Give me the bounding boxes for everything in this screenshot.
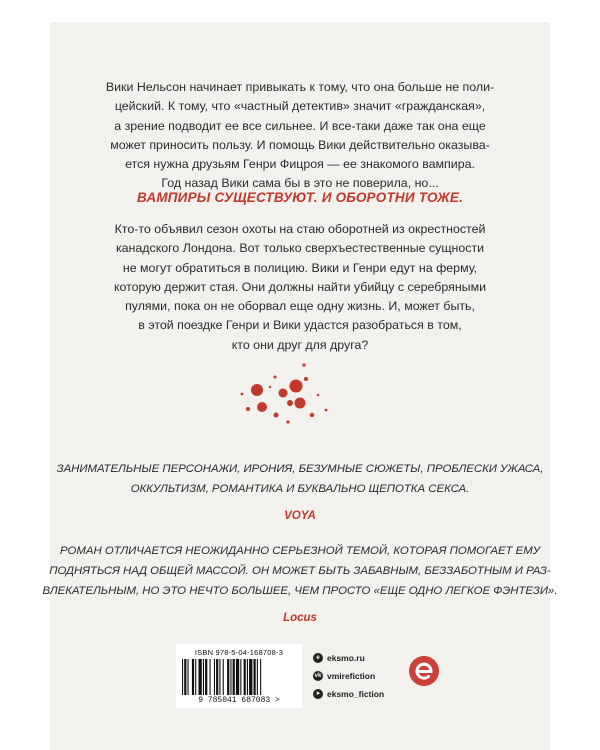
barcode-stripe [203,659,204,695]
barcode-stripe [240,659,241,695]
isbn-barcode [176,644,302,708]
quote-line: РОМАН ОТЛИЧАЕТСЯ НЕОЖИДАННО СЕРЬЕЗНОЙ ТЕМОЙ, КОТОРАЯ ПОМОГАЕТ ЕМУ [59,545,541,557]
review-quote [0,459,600,499]
barcode-stripe [257,659,258,695]
text-line: пулями, пока он не оборвал еще одну жизнь. И, может быть, [125,299,475,314]
quote-line: ОККУЛЬТИЗМ, РОМАНТИКА И БУКВАЛЬНО ЩЕПОТКА СЕКСА. [130,483,470,495]
social-link-vk[interactable] [313,668,384,684]
text-line: кто они друг для друга? [231,337,369,352]
social-link-site[interactable] [313,650,384,666]
review-source: Locus [283,612,317,624]
barcode-bars [182,659,296,695]
text-line: Вики Нельсон начинает привыкать к тому, что она больше не поли- [105,80,495,94]
quote-line: ЗАНИМАТЕЛЬНЫЕ ПЕРСОНАЖИ, ИРОНИЯ, БЕЗУМНЫЕ СЮЖЕТЫ, ПРОБЛЕСКИ УЖАСА, [56,463,544,475]
barcode-stripe [249,659,252,695]
barcode-stripe [219,659,220,695]
text-line: канадского Лондона. Вот только сверхъестественные сущности [115,241,485,256]
barcode-stripe [182,659,183,695]
globe-icon: e [313,653,323,663]
text-line: Год назад Вики сама бы в это не поверила, но... [161,176,439,191]
text-line: а зрение подводит ее все сильнее. И все-таки даже так она еще [114,118,486,133]
barcode-stripe [195,659,196,695]
ean-digits: 9 785041 687083 > [198,696,280,705]
quote-line: ВЛЕКАТЕЛЬНЫМ, НО ЭТО НЕЧТО БОЛЬШЕЕ, ЧЕМ ПРОСТО «ЕЩЕ ОДНО ЛЕГКОЕ ФЭНТЕЗИ». [42,585,558,597]
review-source: VOYA [284,510,316,522]
eksmo-logo-icon [408,655,440,687]
barcode-stripe [236,659,239,695]
text-line: которую держит стая. Они должны найти убийцу с серебряными [113,279,487,294]
review-quote [0,541,600,601]
barcode-stripe [227,659,229,695]
barcode-stripe [199,659,202,695]
barcode-stripe [260,659,261,695]
blood-splatter-illustration [230,345,350,435]
text-line: может приносить пользу. И помощь Вики действительно оказыва- [110,137,490,152]
barcode-stripe [244,659,246,695]
social-label: eksmo.ru [327,653,365,663]
telegram-icon: ➤ [313,689,323,699]
barcode-stripe [184,659,186,695]
barcode-stripe [188,659,189,695]
barcode-stripe [230,659,231,695]
barcode-stripe [205,659,207,695]
social-links [313,650,384,704]
description-paragraph-1 [0,78,600,194]
text-line: в этой поездке Генри и Вики удастся разобраться в том, [138,318,462,333]
text-line: не могут обратиться в полицию. Вики и Генри едут на ферму, [122,260,478,275]
barcode-stripe [247,659,248,695]
social-label: vmirefiction [327,671,376,681]
barcode-stripe [223,659,224,695]
barcode-stripe [214,659,215,695]
text-line: ется нужна друзьям Генри Фицроя — ее знакомого вампира. [125,157,475,172]
barcode-stripe [192,659,194,695]
barcode-stripe [210,659,211,695]
social-label: eksmo_fiction [327,689,385,699]
social-link-telegram[interactable] [313,686,384,702]
isbn-number: ISBN 978-5-04-168708-3 [194,648,284,657]
quote-line: ПОДНЯТЬСЯ НАД ОБЩЕЙ МАССОЙ. ОН МОЖЕТ БЫТЬ ЗАБАВНЫМ, БЕЗЗАБОТНЫМ И РАЗ- [49,565,551,577]
vk-icon: vk [314,673,322,679]
barcode-stripe [254,659,256,695]
tagline: ВАМПИРЫ СУЩЕСТВУЮТ. И ОБОРОТНИ ТОЖЕ. [136,190,464,205]
barcode-stripe [216,659,218,695]
barcode-stripe [233,659,235,695]
text-line: Кто-то объявил сезон охоты на стаю оборотней из окрестностей [114,222,486,236]
text-line: цейский. К тому, что «частный детектив» значит «гражданская», [114,99,486,114]
description-paragraph-2 [0,220,600,355]
